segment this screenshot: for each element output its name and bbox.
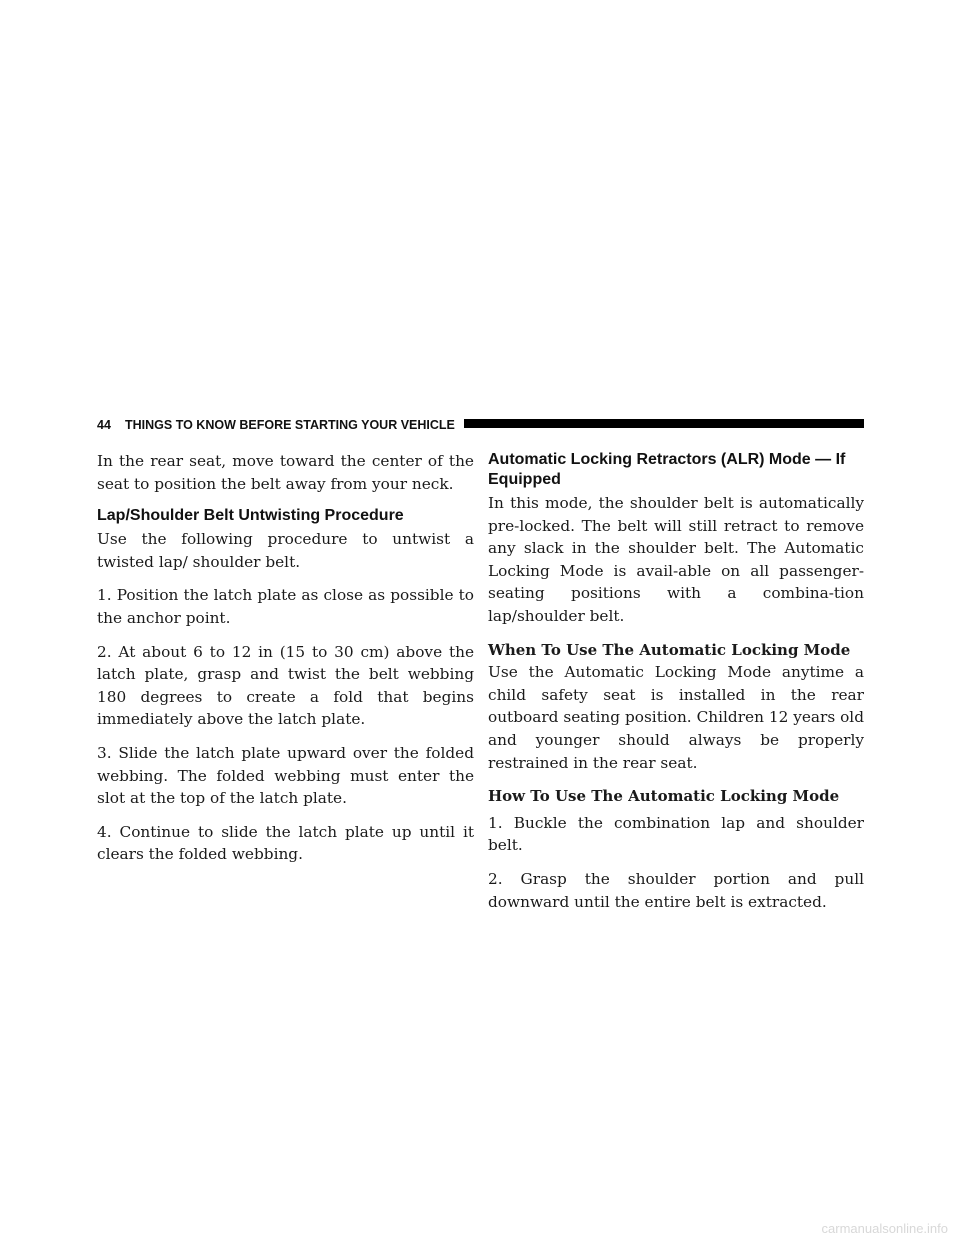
- step-4: 4. Continue to slide the latch plate up until it clears the folded webbing.: [97, 822, 474, 864]
- when-heading: When To Use The Automatic Locking Mode: [488, 640, 851, 659]
- step-1: 1. Position the latch plate as close as possible to the anchor point.: [97, 586, 474, 627]
- right-column: [488, 450, 864, 924]
- untwisting-heading: Lap/Shoulder Belt Untwisting Procedure: [97, 507, 404, 525]
- page-header: [97, 416, 864, 434]
- alr-heading: Automatic Locking Retractors (ALR) Mode — If Equipped: [488, 451, 846, 488]
- left-column: [97, 450, 474, 877]
- page-number: 44: [97, 418, 111, 432]
- when-text: Use the Automatic Locking Mode anytime a child safety seat is installed in the rear outboard seating position. Children 12 years old and younger should always be properly restrained in the rear seat.: [488, 663, 864, 772]
- alr-intro: In this mode, the shoulder belt is automatically pre-locked. The belt will still retract to remove any slack in the shoulder belt. The Automatic Locking Mode is avail-able on all passenger-seating positions with a combina-tion lap/shoulder belt.: [488, 494, 864, 625]
- untwisting-lead: Use the following procedure to untwist a twisted lap/ shoulder belt.: [97, 530, 474, 571]
- how-step-2: 2. Grasp the shoulder portion and pull downward until the entire belt is extracted.: [488, 869, 864, 911]
- how-heading: How To Use The Automatic Locking Mode: [488, 787, 840, 806]
- intro-paragraph: In the rear seat, move toward the center of the seat to position the belt away from your neck.: [97, 452, 474, 493]
- step-3: 3. Slide the latch plate upward over the folded webbing. The folded webbing must enter the slot at the top of the latch plate.: [97, 743, 474, 808]
- how-step-1: 1. Buckle the combination lap and shoulder belt.: [488, 813, 864, 855]
- section-title: THINGS TO KNOW BEFORE STARTING YOUR VEHICLE: [125, 418, 455, 432]
- watermark: carmanualsonline.info: [821, 1221, 948, 1236]
- header-rule: [464, 419, 864, 428]
- step-2: 2. At about 6 to 12 in (15 to 30 cm) above the latch plate, grasp and twist the belt webbing 180 degrees to create a fold that begins immediately above the latch plate.: [97, 642, 474, 729]
